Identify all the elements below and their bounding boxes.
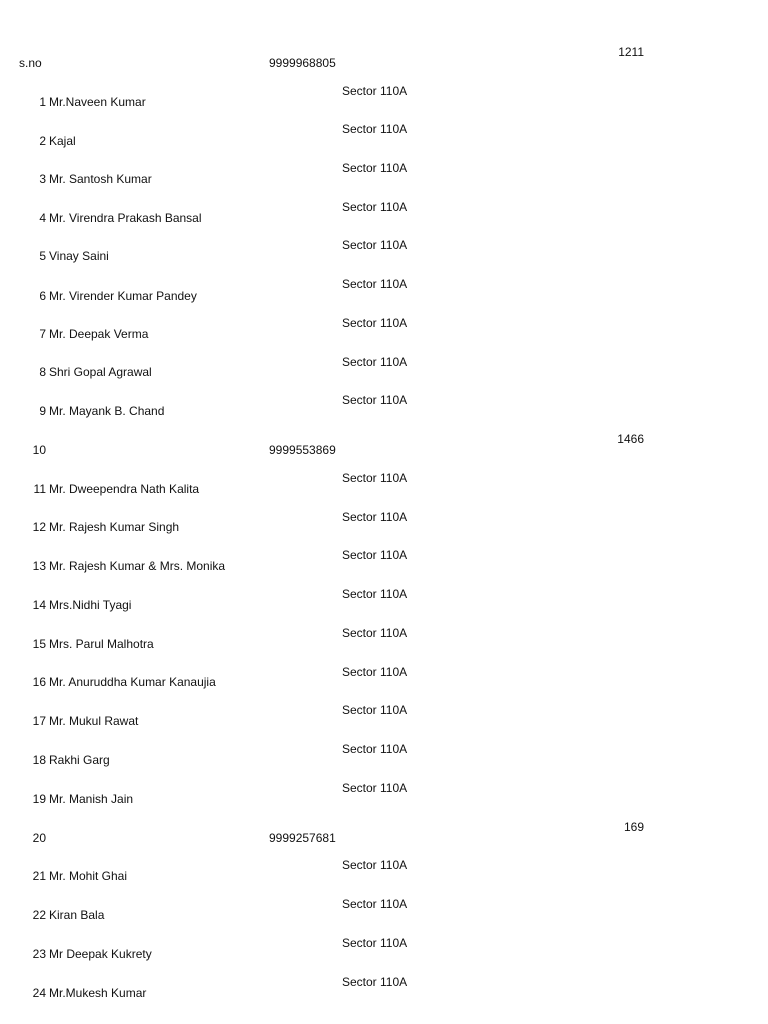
row-sector: Sector 110A	[342, 316, 408, 330]
row-sector: Sector 110A	[342, 703, 408, 717]
row-name: Mr. Dweependra Nath Kalita	[49, 482, 200, 496]
row-name: Mr.Mukesh Kumar	[49, 986, 147, 1000]
row-name: Mr. Virender Kumar Pandey	[49, 289, 197, 303]
row-name: Kajal	[49, 134, 76, 148]
row-number: 4	[39, 211, 46, 225]
row-number: 7	[39, 327, 46, 341]
row-sector: Sector 110A	[342, 781, 408, 795]
row-sector: Sector 110A	[342, 975, 408, 989]
row-name: Mrs. Parul Malhotra	[49, 637, 154, 651]
row-number: 17	[32, 714, 46, 728]
row-number: 12	[32, 520, 46, 534]
row-number: 16	[32, 675, 46, 689]
row-name: Mr. Mayank B. Chand	[49, 404, 165, 418]
row-sector: Sector 110A	[342, 626, 408, 640]
row-sector: Sector 110A	[342, 393, 408, 407]
row-sector: Sector 110A	[342, 161, 408, 175]
row-name: Shri Gopal Agrawal	[49, 365, 152, 379]
row-number: 22	[32, 908, 46, 922]
row-number: 5	[39, 249, 46, 263]
row-number: 15	[32, 637, 46, 651]
row-name: Mr. Virendra Prakash Bansal	[49, 211, 202, 225]
row-sector: Sector 110A	[342, 665, 408, 679]
row-name: Mr. Mohit Ghai	[49, 869, 128, 883]
sno-header: s.no	[19, 56, 42, 70]
row-phone: 9999257681	[269, 831, 336, 845]
row-name: Mr. Deepak Verma	[49, 327, 149, 341]
row-sector: Sector 110A	[342, 122, 408, 136]
row-number: 8	[39, 365, 46, 379]
row-sector: Sector 110A	[342, 548, 408, 562]
row-name: Mr. Rajesh Kumar & Mrs. Monika	[49, 559, 226, 573]
row-name: Kiran Bala	[49, 908, 105, 922]
row-phone: 9999553869	[269, 443, 336, 457]
row-code: 1466	[617, 432, 644, 446]
row-name: Mr.Naveen Kumar	[49, 95, 146, 109]
row-name: Rakhi Garg	[49, 753, 110, 767]
row-sector: Sector 110A	[342, 936, 408, 950]
row-sector: Sector 110A	[342, 355, 408, 369]
row-name: Mr. Anuruddha Kumar Kanaujia	[49, 675, 216, 689]
row-number: 2	[39, 134, 46, 148]
row-number: 3	[39, 172, 46, 186]
row-sector: Sector 110A	[342, 858, 408, 872]
row-sector: Sector 110A	[342, 587, 408, 601]
row-number: 1	[39, 95, 46, 109]
row-number: 9	[39, 404, 46, 418]
row-name: Mr Deepak Kukrety	[49, 947, 152, 961]
row-number: 24	[32, 986, 46, 1000]
row-name: Vinay Saini	[49, 249, 109, 263]
row-sector: Sector 110A	[342, 471, 408, 485]
row-name: Mr. Manish Jain	[49, 792, 134, 806]
row-name: Mr. Mukul Rawat	[49, 714, 139, 728]
row-sector: Sector 110A	[342, 742, 408, 756]
row-number: 19	[32, 792, 46, 806]
row-code: 169	[623, 820, 644, 834]
row-number: 14	[32, 598, 46, 612]
row-number: 18	[32, 753, 46, 767]
row-sector: Sector 110A	[342, 200, 408, 214]
header-code: 1211	[618, 45, 644, 59]
row-number: 20	[32, 831, 46, 845]
row-name: Mr. Santosh Kumar	[49, 172, 152, 186]
row-name: Mrs.Nidhi Tyagi	[49, 598, 132, 612]
row-number: 10	[32, 443, 46, 457]
row-sector: Sector 110A	[342, 897, 408, 911]
row-sector: Sector 110A	[342, 84, 408, 98]
header-phone: 9999968805	[269, 56, 336, 70]
row-number: 13	[32, 559, 46, 573]
row-number: 6	[39, 289, 46, 303]
row-number: 21	[32, 869, 46, 883]
row-sector: Sector 110A	[342, 510, 408, 524]
row-number: 23	[32, 947, 46, 961]
row-name: Mr. Rajesh Kumar Singh	[49, 520, 180, 534]
row-number: 11	[33, 482, 46, 496]
row-sector: Sector 110A	[342, 238, 408, 252]
row-sector: Sector 110A	[342, 277, 408, 291]
